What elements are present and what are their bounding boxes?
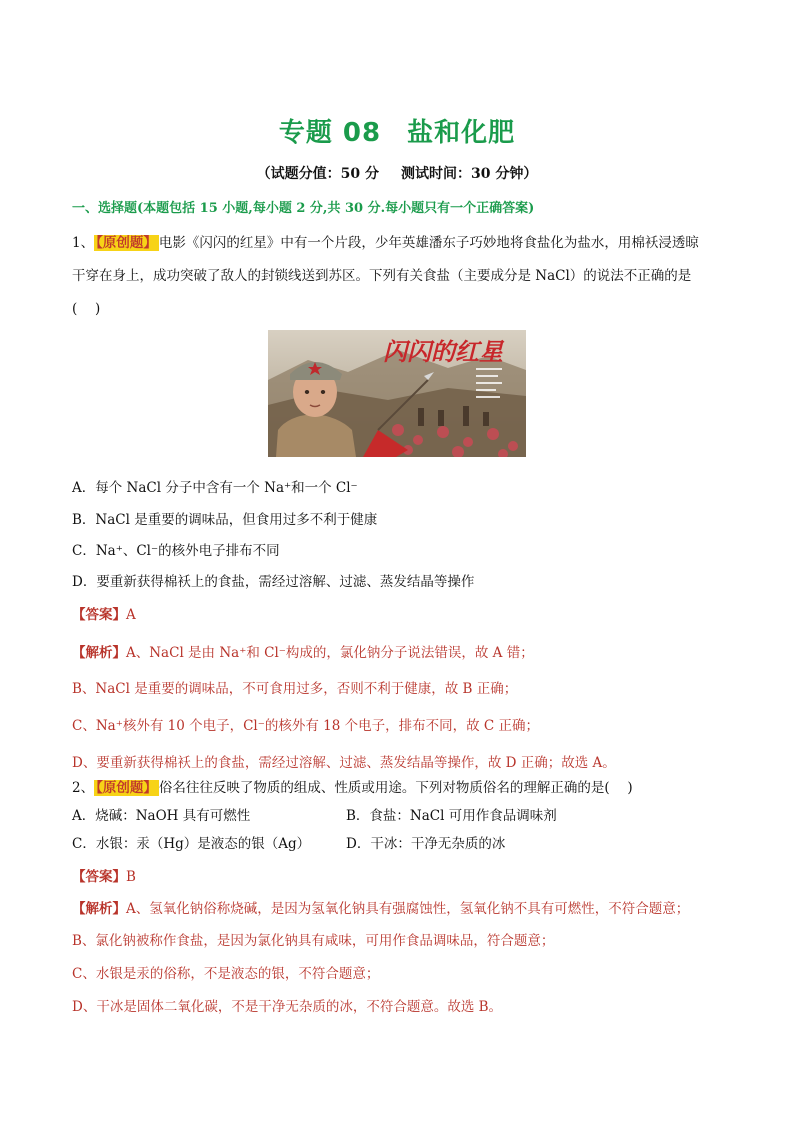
q1-analysis-a: A、NaCl 是由 Na⁺和 Cl⁻构成的，氯化钠分子说法错误，故 A 错；: [126, 645, 534, 661]
q1-analysis-d: D、要重新获得棉袄上的食盐，需经过溶解、过滤、蒸发结晶等操作，故 D 正确；故选 A。: [72, 755, 616, 771]
q1-number: 1、: [72, 235, 95, 251]
q1-option-d: D．要重新获得棉袄上的食盐，需经过溶解、过滤、蒸发结晶等操作: [72, 574, 475, 590]
q1-analysis-label: 【解析】: [72, 645, 126, 661]
q1-option-a: A．每个 NaCl 分子中含有一个 Na⁺和一个 Cl⁻: [72, 480, 358, 496]
q2-analysis-a: A、氢氧化钠俗称烧碱，是因为氢氧化钠具有强腐蚀性，氢氧化钠不具有可燃性，不符合题意；: [126, 901, 690, 917]
title-part2: 盐和化肥: [407, 118, 516, 148]
q2-option-a: A．烧碱：NaOH 具有可燃性: [72, 808, 251, 824]
q1-analysis-c: C、Na⁺核外有 10 个电子，Cl⁻的核外有 18 个电子，排布不同，故 C 正确；: [72, 718, 540, 734]
q1-analysis-line1: [72, 641, 534, 661]
q2-stem: [72, 776, 633, 796]
q2-analysis-line1: [72, 897, 689, 917]
q1-text-line1: 电影《闪闪的红星》中有一个片段，少年英雄潘东子巧妙地将食盐化为盐水，用棉袄浸透晾: [158, 235, 699, 251]
q2-number: 2、: [72, 780, 95, 796]
page-title: [0, 112, 794, 149]
q1-tag: 【原创题】: [96, 235, 157, 251]
q2-option-c: C．水银：汞（Hg）是液态的银（Ag）: [72, 836, 311, 852]
q1-stem-line1: [72, 231, 699, 251]
film-still-image: [268, 330, 526, 457]
q1-answer-label: 【答案】: [72, 607, 126, 623]
q2-option-d: D．干冰：干净无杂质的冰: [346, 836, 506, 852]
q2-tag: 【原创题】: [96, 780, 157, 796]
q2-answer-value: B: [126, 869, 136, 885]
title-part1: 专题 08: [278, 118, 382, 148]
time-info: 测试时间：30 分钟）: [401, 166, 538, 182]
q2-answer: [72, 865, 136, 885]
q2-analysis-c: C、水银是汞的俗称，不是液态的银，不符合题意；: [72, 966, 380, 982]
film-still-svg: [268, 330, 526, 457]
q2-analysis-label: 【解析】: [72, 901, 126, 917]
q1-answer: [72, 603, 136, 623]
q2-text: 俗名往往反映了物质的组成、性质或用途。下列对物质俗名的理解正确的是( ): [158, 780, 633, 796]
q1-analysis-b: B、NaCl 是重要的调味品，不可食用过多，否则不利于健康，故 B 正确；: [72, 681, 518, 697]
q2-option-b: B．食盐：NaCl 可用作食品调味剂: [346, 808, 557, 824]
q1-option-b: B．NaCl 是重要的调味品，但食用过多不利于健康: [72, 512, 378, 528]
q1-stem-line2: 干穿在身上，成功突破了敌人的封锁线送到苏区。下列有关食盐（主要成分是 NaCl）的说法不正确的是: [72, 268, 692, 284]
q2-answer-label: 【答案】: [72, 869, 126, 885]
score-info: （试题分值：50 分: [256, 166, 379, 182]
q1-answer-value: A: [126, 607, 136, 623]
q2-analysis-b: B、氯化钠被称作食盐，是因为氯化钠具有咸味，可用作食品调味品，符合题意；: [72, 933, 555, 949]
image-title-text: 闪闪的红星: [383, 337, 503, 366]
q1-option-c: C．Na⁺、Cl⁻的核外电子排布不同: [72, 543, 280, 559]
section-heading: 一、选择题(本题包括 15 小题,每小题 2 分,共 30 分.每小题只有一个正确答案): [72, 201, 535, 216]
q1-bracket: ( ): [72, 301, 101, 317]
exam-info: [0, 163, 794, 183]
q2-analysis-d: D、干冰是固体二氧化碳，不是干净无杂质的冰，不符合题意。故选 B。: [72, 999, 503, 1015]
